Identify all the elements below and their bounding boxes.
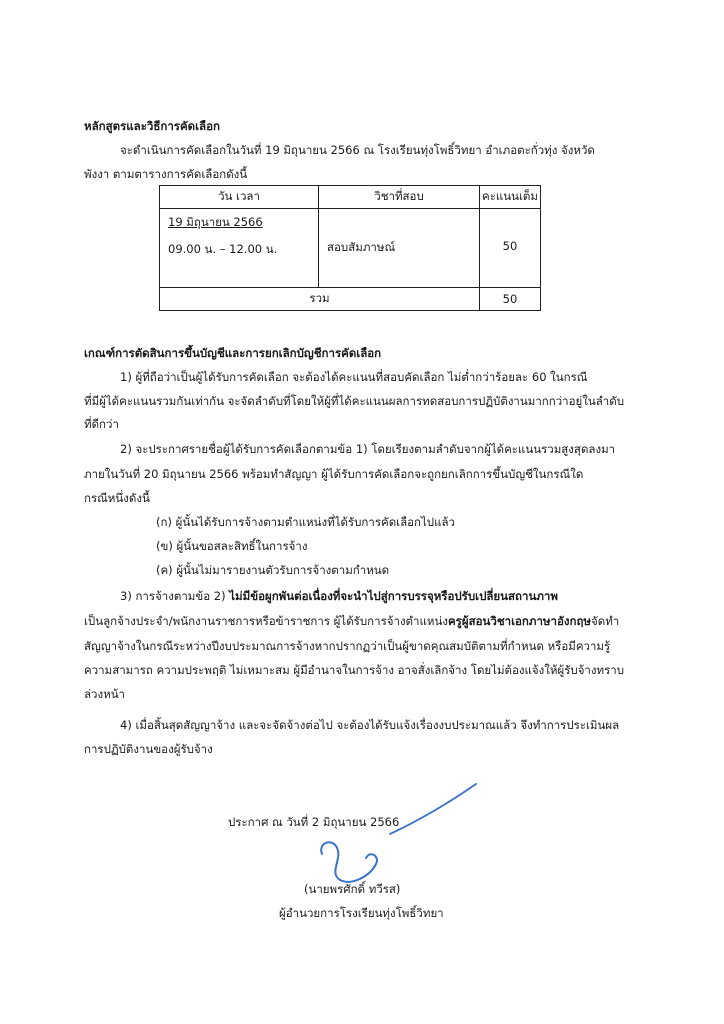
header-subject: วิชาที่สอบ [319,186,480,209]
course-paragraph-line: พังงา ตามตารางการคัดเลือกดังนี้ [84,167,248,181]
criteria-line: สัญญาจ้างในกรณีระหว่างปีงบประมาณการจ้างหากปรากฏว่าเป็นผู้ขาดคุณสมบัติตามที่กำหนด หรือมีความรู้ [84,639,611,653]
criteria-text: เป็นลูกจ้างประจำ/พนักงานราชการหรือข้าราชการ ผู้ได้รับการจ้างตำแหน่ง [84,614,448,628]
cell-score: 50 [480,209,541,288]
criteria-text: 3) การจ้างตามข้อ 2) [120,589,230,603]
schedule-table [159,185,541,311]
criteria-text: จัดทำ [591,614,620,628]
criteria-line: ที่มีผู้ได้คะแนนรวมกันเท่ากัน จะจัดลำดับที่โดยให้ผู้ที่ได้คะแนนผลการทดสอบการปฏิบัติงานมากกว่าอยู่ในลำดับ [84,394,625,408]
table-header-row [160,186,541,209]
header-date-time: วัน เวลา [160,186,319,209]
criteria-line: ล่วงหน้า [84,687,126,701]
criteria-line: กรณีหนึ่งดังนี้ [84,491,150,505]
table-row [160,209,541,288]
sub-item-c: (ค) ผู้นั้นไม่มารายงานตัวรับการจ้างตามกำหนด [156,563,390,577]
criteria-emphasis: ครูผู้สอนวิชาเอกภาษาอังกฤษ [447,614,591,628]
sub-item-b: (ข) ผู้นั้นขอสละสิทธิ์ในการจ้าง [156,539,308,553]
exam-time: 09.00 น. – 12.00 น. [168,242,278,256]
criteria-line [120,588,558,606]
section-heading-course: หลักสูตรและวิธีการคัดเลือก [84,119,220,133]
handwritten-signature [300,782,480,892]
signer-name: (นายพรศักดิ์ ทวีรส) [304,882,401,896]
section-heading-criteria: เกณฑ์การตัดสินการขึ้นบัญชีและการยกเลิกบัญชีการคัดเลือก [84,346,382,360]
total-score: 50 [480,288,541,311]
course-paragraph-line: จะดำเนินการคัดเลือกในวันที่ 19 มิถุนายน 2566 ณ โรงเรียนทุ่งโพธิ์วิทยา อำเภอตะกั่วทุ่ง จังหวัด [120,143,595,157]
announcement-date: ประกาศ ณ วันที่ 2 มิถุนายน 2566 [228,815,400,829]
criteria-line: ความสามารถ ความประพฤติ ไม่เหมาะสม ผู้มีอำนาจในการจ้าง อาจสั่งเลิกจ้าง โดยไม่ต้องแจ้งให้ผู้รับจ้างทราบ [84,663,625,677]
cell-date-time [160,209,319,288]
signer-position: ผู้อำนวยการโรงเรียนทุ่งโพธิ์วิทยา [279,906,444,920]
criteria-line [84,613,619,631]
criteria-line: 2) จะประกาศรายชื่อผู้ได้รับการคัดเลือกตามข้อ 1) โดยเรียงตามลำดับจากผู้ได้คะแนนรวมสูงสุดลงมา [120,442,616,456]
criteria-line: ที่ดีกว่า [84,417,119,431]
criteria-emphasis: ไม่มีข้อผูกพันต่อเนื่องที่จะนำไปสู่การบรรจุหรือปรับเปลี่ยนสถานภาพ [229,589,558,603]
total-label: รวม [160,288,480,311]
criteria-line: การปฏิบัติงานของผู้รับจ้าง [84,742,213,756]
cell-subject: สอบสัมภาษณ์ [319,209,480,288]
exam-date: 19 มิถุนายน 2566 [168,215,263,229]
criteria-line: 4) เมื่อสิ้นสุดสัญญาจ้าง และจะจัดจ้างต่อไป จะต้องได้รับแจ้งเรื่องงบประมาณแล้ว จึงทำการประเมินผล [120,718,620,732]
sub-item-a: (ก) ผู้นั้นได้รับการจ้างตามตำแหน่งที่ได้รับการคัดเลือกไปแล้ว [156,515,456,529]
criteria-line: 1) ผู้ที่ถือว่าเป็นผู้ได้รับการคัดเลือก จะต้องได้คะแนนที่สอบคัดเลือก ไม่ต่ำกว่าร้อยละ 60 ในกรณี [120,370,588,384]
criteria-line: ภายในวันที่ 20 มิถุนายน 2566 พร้อมทำสัญญา ผู้ได้รับการคัดเลือกจะถูกยกเลิกการขึ้นบัญชีในกรณีใด [84,467,584,481]
header-full-score: คะแนนเต็ม [480,186,541,209]
table-total-row [160,288,541,311]
